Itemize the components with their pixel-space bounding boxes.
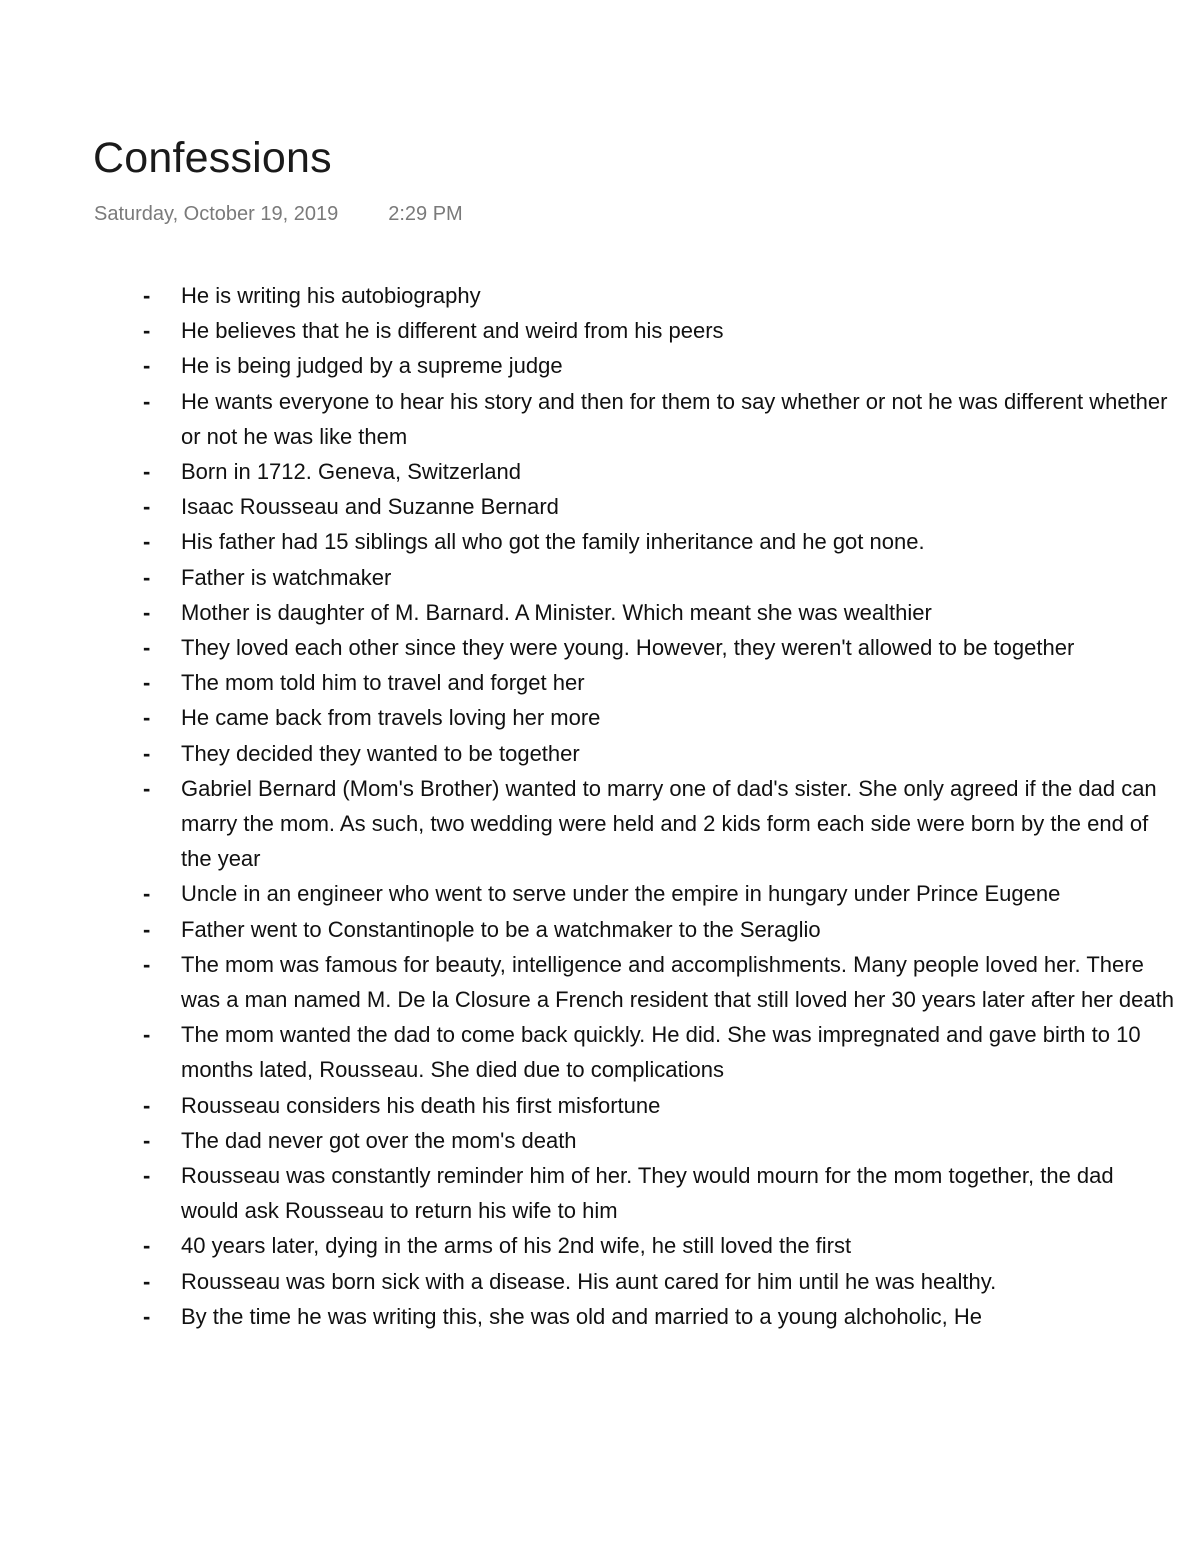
bullet-dash: - (143, 494, 151, 520)
bullet-dash: - (143, 1268, 151, 1294)
note-text: Mother is daughter of M. Barnard. A Minister. Which meant she was wealthier (181, 599, 932, 625)
bullet-dash: - (143, 951, 151, 977)
list-item (0, 489, 1200, 524)
bullet-dash: - (143, 1022, 151, 1048)
list-item (0, 912, 1200, 947)
list-item (0, 736, 1200, 771)
list-item (0, 560, 1200, 595)
notes-list (0, 278, 1200, 1334)
note-text: The dad never got over the mom's death (181, 1127, 577, 1153)
bullet-dash: - (143, 881, 151, 907)
note-text: The mom wanted the dad to come back quickly. He did. She was impregnated and gave birth to 10 months lated, Rousseau. She died due to complications (181, 1022, 1141, 1083)
note-text: Born in 1712. Geneva, Switzerland (181, 459, 521, 485)
bullet-dash: - (143, 529, 151, 555)
list-item (0, 348, 1200, 383)
list-item (0, 771, 1200, 877)
list-item (0, 1264, 1200, 1299)
note-text: Rousseau was born sick with a disease. His aunt cared for him until he was healthy. (181, 1268, 997, 1294)
page-timestamp (94, 200, 463, 228)
bullet-dash: - (143, 775, 151, 801)
list-item (0, 1017, 1200, 1087)
list-item (0, 313, 1200, 348)
list-item (0, 665, 1200, 700)
bullet-dash: - (143, 670, 151, 696)
note-text: Rousseau was constantly reminder him of her. They would mourn for the mom together, the dad would ask Rousseau to return his wife to him (181, 1163, 1114, 1224)
note-text: 40 years later, dying in the arms of his 2nd wife, he still loved the first (181, 1233, 852, 1259)
list-item (0, 278, 1200, 313)
note-text: He believes that he is different and weird from his peers (181, 318, 724, 344)
page-title: Confessions (93, 134, 332, 182)
bullet-dash: - (143, 740, 151, 766)
note-text: His father had 15 siblings all who got the family inheritance and he got none. (181, 529, 925, 555)
note-text: He came back from travels loving her more (181, 705, 601, 731)
bullet-dash: - (143, 1303, 151, 1329)
note-text: He is writing his autobiography (181, 283, 481, 308)
list-item (0, 524, 1200, 559)
bullet-dash: - (143, 635, 151, 661)
note-text: The mom told him to travel and forget her (181, 670, 585, 696)
note-text: They decided they wanted to be together (181, 740, 580, 766)
list-item (0, 630, 1200, 665)
note-text: Isaac Rousseau and Suzanne Bernard (181, 494, 559, 520)
bullet-dash: - (143, 916, 151, 942)
note-text: Uncle in an engineer who went to serve under the empire in hungary under Prince Eugene (181, 881, 1061, 907)
note-text: Father went to Constantinople to be a watchmaker to the Seraglio (181, 916, 821, 942)
bullet-dash: - (143, 599, 151, 625)
bullet-dash: - (143, 388, 151, 414)
bullet-dash: - (143, 353, 151, 379)
list-item (0, 1228, 1200, 1263)
list-item (0, 595, 1200, 630)
list-item (0, 1088, 1200, 1123)
list-item (0, 1123, 1200, 1158)
bullet-dash: - (143, 459, 151, 485)
bullet-dash: - (143, 318, 151, 344)
list-item (0, 876, 1200, 911)
list-item (0, 384, 1200, 454)
bullet-dash: - (143, 283, 151, 308)
list-item (0, 1299, 1200, 1334)
bullet-dash: - (143, 1163, 151, 1189)
page-date: Saturday, October 19, 2019 (94, 203, 339, 225)
note-text: Father is watchmaker (181, 564, 392, 590)
note-text: He is being judged by a supreme judge (181, 353, 563, 379)
page-time: 2:29 PM (388, 203, 463, 225)
bullet-dash: - (143, 564, 151, 590)
bullet-dash: - (143, 1092, 151, 1118)
list-item (0, 947, 1200, 1017)
note-text: He wants everyone to hear his story and then for them to say whether or not he was different whether or not he was like them (181, 388, 1168, 449)
note-text: Rousseau considers his death his first misfortune (181, 1092, 661, 1118)
note-text: They loved each other since they were young. However, they weren't allowed to be together (181, 635, 1075, 661)
list-item (0, 1158, 1200, 1228)
list-item (0, 700, 1200, 735)
list-item (0, 454, 1200, 489)
note-text: Gabriel Bernard (Mom's Brother) wanted to marry one of dad's sister. She only agreed if the dad can marry the mom. As such, two wedding were held and 2 kids form each side were born by the end of the year (181, 775, 1157, 872)
note-text: The mom was famous for beauty, intelligence and accomplishments. Many people loved her. There was a man named M. De la Closure a French resident that still loved her 30 years later after her death (181, 951, 1174, 1013)
note-text: By the time he was writing this, she was old and married to a young alchoholic, He (181, 1303, 982, 1329)
bullet-dash: - (143, 1233, 151, 1259)
bullet-dash: - (143, 1127, 151, 1153)
bullet-dash: - (143, 705, 151, 731)
